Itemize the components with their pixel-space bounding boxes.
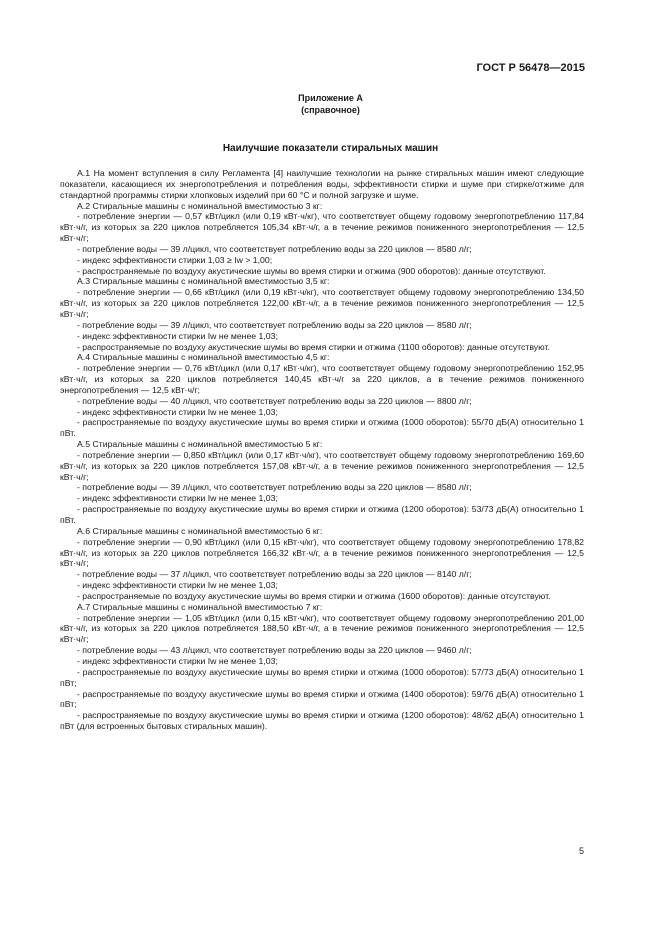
annex-title: Приложение А [298,93,363,103]
paragraph: - потребление воды — 39 л/цикл, что соответствует потреблению воды за 220 циклов — 8580 л/г; [77,482,472,493]
page-number: 5 [578,846,584,856]
annex-subtitle: (справочное) [301,105,360,115]
paragraph: - распространяемые по воздуху акустические шумы во время стирки и отжима (900 оборотов): данные отсутствуют. [77,265,546,276]
paragraph: - потребление воды — 43 л/цикл, что соответствует потреблению воды за 220 циклов — 9460 л/г; [77,645,472,656]
paragraph: - распространяемые по воздуху акустические шумы во время стирки и отжима (1000 оборотов): 57/73 дБ(А) относительно 1 пВт; [60,666,584,688]
paragraph: - индекс эффективности стирки Iw не менее 1,03; [77,493,278,504]
paragraph: А.5 Стиральные машины с номинальной вместимостью 5 кг: [77,439,323,450]
paragraph: - потребление воды — 40 л/цикл, что соответствует потреблению воды за 220 циклов — 8800 л/г; [77,395,472,406]
paragraph: А.6 Стиральные машины с номинальной вместимостью 6 кг: [77,525,323,536]
paragraph: - потребление энергии — 1,05 кВт/цикл (или 0,15 кВт·ч/кг), что соответствует общему годовому энергопотреблению 201,00 кВт·ч/г, из которых за 220 циклов потребляется 188,50 кВт·ч/г, а в течение режимов пониженного энергопотребления — 12,5 кВт·ч/г; [60,612,584,645]
paragraph: А.1 На момент вступления в силу Регламента [4] наилучшие технологии на рынке стиральных машин имеют следующие показатели, касающиеся их энергопотребления и потребления воды, эффективности стирки и шуме при стирке/отжиме для стандартной программы стирки хлопковых изделий при 60 °С и полной загрузке и шуме. [60,168,584,200]
paragraph: А.2 Стиральные машины с номинальной вместимостью 3 кг: [77,200,323,211]
paragraph: - потребление воды — 37 л/цикл, что соответствует потреблению воды за 220 циклов — 8140 л/г; [77,569,472,580]
paragraph: А.3 Стиральные машины с номинальной вместимостью 3,5 кг: [77,276,330,287]
standard-number: ГОСТ Р 56478—2015 [476,62,585,74]
document-body [60,168,584,732]
annex-heading [0,92,661,116]
paragraph: - потребление воды — 39 л/цикл, что соответствует потреблению воды за 220 циклов — 8580 л/г; [77,319,472,330]
paragraph: - индекс эффективности стирки Iw не менее 1,03; [77,406,278,417]
paragraph: - потребление энергии — 0,76 кВт/цикл (или 0,17 кВт·ч/кг), что соответствует общему годовому энергопотреблению 152,95 кВт·ч/г, из которых за 220 циклов потребляется 140,45 кВт·ч/г за 220 циклов, а в течение режимов пониженного энергопотребления — 12,5 кВт·ч/г; [60,363,584,395]
paragraph: А.4 Стиральные машины с номинальной вместимостью 4,5 кг: [77,352,330,363]
paragraph: - потребление энергии — 0,66 кВт/цикл (или 0,19 кВт·ч/кг), что соответствует общему годовому энергопотреблению 134,50 кВт·ч/г, из которых за 220 циклов потребляется 122,00 кВт·ч/г, а в течение режимов пониженного энергопотребления — 12,5 кВт·ч/г; [60,287,584,319]
paragraph: - потребление энергии — 0,850 кВт/цикл (или 0,17 кВт·ч/кг), что соответствует общему годовому энергопотреблению 169,60 кВт·ч/г, из которых за 220 циклов потребляется 157,08 кВт·ч/г, а в течение режимов пониженного энергопотребления — 12,5 кВт·ч/г; [60,449,584,482]
paragraph: - потребление энергии — 0,57 кВт/цикл (или 0,19 кВт·ч/кг), что соответствует общему годовому энергопотреблению 117,84 кВт·ч/г, из которых за 220 циклов потребляется 105,34 кВт·ч/г, а в течение режимов пониженного энергопотребления — 12,5 кВт·ч/г; [60,211,584,244]
paragraph: - индекс эффективности стирки 1,03 ≥ Iw > 1,00; [77,254,273,265]
paragraph: - индекс эффективности стирки Iw не менее 1,03; [77,580,278,591]
paragraph: - потребление энергии — 0,90 кВт/цикл (или 0,15 кВт·ч/кг), что соответствует общему годовому энергопотреблению 178,82 кВт·ч/г, из которых за 220 циклов потребляется 166,32 кВт·ч/г, а в течение режимов пониженного энергопотребления — 12,5 кВт·ч/г; [60,536,584,569]
paragraph: - распространяемые по воздуху акустические шумы во время стирки и отжима (1400 оборотов): 59/76 дБ(А) относительно 1 пВт; [60,688,584,710]
paragraph: - распространяемые по воздуху акустические шумы во время стирки и отжима (1000 оборотов): 55/70 дБ(А) относительно 1 пВт. [60,417,584,439]
paragraph: - распространяемые по воздуху акустические шумы во время стирки и отжима (1200 оборотов): 48/62 дБ(А) относительно 1 пВт (для встроенных бытовых стиральных машин). [60,710,584,732]
paragraph: - индекс эффективности стирки Iw не менее 1,03; [77,330,278,341]
section-title: Наилучшие показатели стиральных машин [222,143,439,154]
paragraph: - распространяемые по воздуху акустические шумы во время стирки и отжима (1200 оборотов): 53/73 дБ(А) относительно 1 пВт. [60,504,584,525]
paragraph: - распространяемые по воздуху акустические шумы во время стирки и отжима (1100 оборотов): данные отсутствуют. [77,341,550,352]
paragraph: - распространяемые по воздуху акустические шумы во время стирки и отжима (1600 оборотов): данные отсутствуют. [77,590,551,601]
paragraph: - потребление воды — 39 л/цикл, что соответствует потреблению воды за 220 циклов — 8580 л/г; [77,243,472,254]
paragraph: А.7 Стиральные машины с номинальной вместимостью 7 кг: [77,601,323,612]
paragraph: - индекс эффективности стирки Iw не менее 1,03; [77,655,278,666]
